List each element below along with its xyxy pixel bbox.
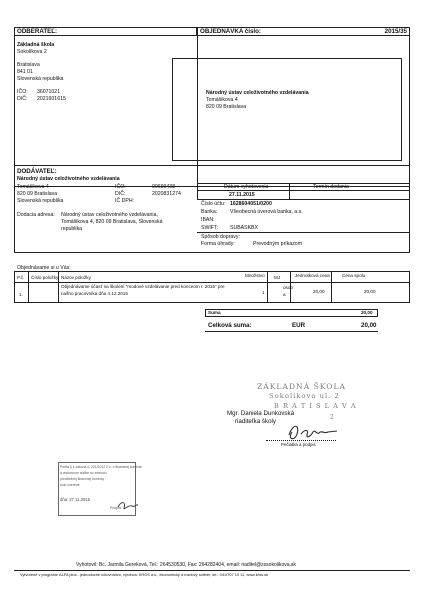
supplier-heading: ODBERATEĽ:	[17, 28, 58, 35]
col-header-unit: MJ	[274, 275, 281, 280]
issue-date-label: Dátum vyhotovenia	[224, 184, 269, 190]
signatory-title: riaditeľka školy	[235, 418, 277, 425]
col-header-no: P.č.	[17, 275, 25, 280]
col-sep-5	[331, 271, 332, 303]
col-sep-3	[267, 271, 268, 303]
sum-row	[205, 309, 378, 317]
vendor-street: Tomášikova 4	[17, 184, 49, 190]
supplier-dic: 2021601615	[37, 96, 66, 102]
order-number: 2015/35	[384, 28, 407, 35]
vendor-dic: 2020831274	[152, 191, 181, 197]
control-stamp-line-3: predbežnej finančnej kontroly	[60, 477, 105, 481]
vendor-top-line	[14, 165, 197, 166]
row-unit-price: 20,00	[313, 289, 325, 294]
swift-value: SUBASKBX	[230, 225, 258, 231]
vendor-city: 820 09 Bratislava	[17, 191, 58, 197]
delivery-line-1: Národný ústav celoživotného vzdelávania,	[61, 212, 158, 218]
window-street: Tomášikova 4	[206, 97, 238, 103]
vendor-heading: DODÁVATEĽ:	[17, 168, 57, 175]
school-stamp-line-1: ZÁKLADNÁ ŠKOLA	[257, 382, 347, 391]
col-header-name: Názov položky	[61, 275, 91, 280]
due-date-label: Termín dodania	[313, 184, 349, 190]
account-label: Číslo účtu:	[201, 201, 226, 207]
supplier-zip: 841 01	[17, 69, 33, 75]
footer-line	[14, 570, 410, 571]
window-city: 820 09 Bratislava	[206, 104, 247, 110]
row-qty: 1	[262, 290, 265, 295]
supplier-ico: 36071021	[37, 89, 61, 95]
control-stamp-signature	[116, 498, 140, 512]
supplier-dic-label: DIČ:	[17, 96, 28, 102]
col-header-code: Číslo položky	[31, 275, 59, 280]
vendor-dic-label: DIČ:	[115, 191, 126, 197]
supplier-country: Slovenská republika	[17, 76, 64, 82]
col-header-total: Cena spolu	[342, 273, 366, 278]
row-name-line-1: Objednávame účasť na školení "modové vzdelávanie pred konceom r. 2015" pre	[61, 284, 225, 289]
account-number: 1628604051/0200	[230, 201, 272, 207]
supplier-street: Sokolíkova 2	[17, 49, 47, 55]
control-stamp-line-6: Podpis	[110, 506, 121, 510]
transport-label: Spôsob dopravy:	[201, 234, 240, 240]
delivery-line-3: republika	[61, 226, 83, 232]
footer-software: Vytvorené v programe ALFA plus - jednoduché účtovníctvo, výrobca: KROS a.s., ekonomický a mzdový softvér, tel.: 041/707 10 11, www.kros.sk	[20, 572, 269, 577]
items-intro: Objednávame si u Vás:	[17, 265, 71, 271]
vendor-name: Národný ústav celoživotného vzdelávania	[17, 176, 120, 182]
row-name-line-2: našho pracovníka dňa 4.12.2015	[61, 291, 128, 296]
window-name: Národný ústav celoživotného vzdelávania	[206, 90, 309, 96]
supplier-ico-label: IČO:	[17, 89, 28, 95]
row-unit-line-2: a	[283, 292, 286, 297]
bank-name: Všeobecná úverová banka, a.s.	[230, 209, 303, 215]
payment-label: Forma úhrady:	[201, 241, 235, 247]
signature-line	[266, 440, 336, 441]
vendor-icdph-label: IČ DPH:	[115, 198, 135, 204]
grand-total-currency: EUR	[292, 322, 306, 329]
control-stamp-line-1: Podľa § 4 zákona č. 221/2012 Z.z. o finančnej kontrole	[60, 465, 143, 469]
iban-label: IBAN:	[201, 217, 215, 223]
swift-label: SWIFT:	[201, 225, 218, 231]
bank-separator	[197, 232, 410, 233]
payment-value: Prevodným príkazom	[253, 241, 303, 247]
col-sep-1	[28, 271, 29, 303]
signature-caption: Pečiatka a podpis	[281, 442, 316, 447]
col-header-unit-price: Jednotková cena	[295, 273, 330, 278]
control-stamp-line-4: bolo overené	[60, 483, 80, 487]
signatory-name: Mgr. Daniela Dunkovská	[227, 410, 295, 417]
control-stamp-line-5: dňa: 27.11.2015	[60, 497, 90, 502]
vendor-ico-label: IČO:	[115, 184, 126, 190]
grand-total-value: 20,00	[361, 322, 377, 329]
delivery-line-2: Tomášikova 4, 820 09 Bratislava, Slovenská	[61, 219, 163, 225]
vendor-country: Slovenská republika	[17, 198, 64, 204]
sum-value: 20,00	[361, 310, 373, 315]
vendor-ico: 00699438	[152, 184, 176, 190]
col-header-qty: Množstvo	[245, 273, 265, 278]
school-stamp-line-4: 2	[330, 414, 335, 421]
row-no: 1.	[19, 292, 23, 297]
grand-total-label: Celková suma:	[208, 322, 252, 329]
dates-box-divider	[289, 183, 290, 200]
items-header-line	[14, 282, 410, 283]
supplier-city: Bratislava	[17, 62, 40, 68]
footer-contact: Vyhotovil: Bc. Jarmila Gereková, Tel.: 264530530, Fax: 264282404, email: riaditel@zssokolikova.sk	[76, 562, 296, 568]
sum-label: Suma	[208, 310, 221, 315]
supplier-name: Základná škola	[17, 42, 55, 48]
bank-label: Banka:	[201, 209, 218, 215]
school-stamp-line-3: B R A T I S L A V A	[274, 402, 357, 410]
delivery-label: Dodacia adresa:	[17, 212, 55, 218]
row-total: 20,00	[364, 289, 376, 294]
row-unit-line-1: osob	[283, 285, 293, 290]
order-heading: OBJEDNÁVKA číslo:	[200, 28, 261, 35]
school-stamp-line-2: Sokolíkova ul. 2	[269, 392, 340, 400]
grand-total-underline	[205, 331, 378, 332]
issue-date: 27.11.2015	[229, 192, 255, 198]
control-stamp-line-2: a vnútornom audite so zmenou	[60, 471, 107, 475]
